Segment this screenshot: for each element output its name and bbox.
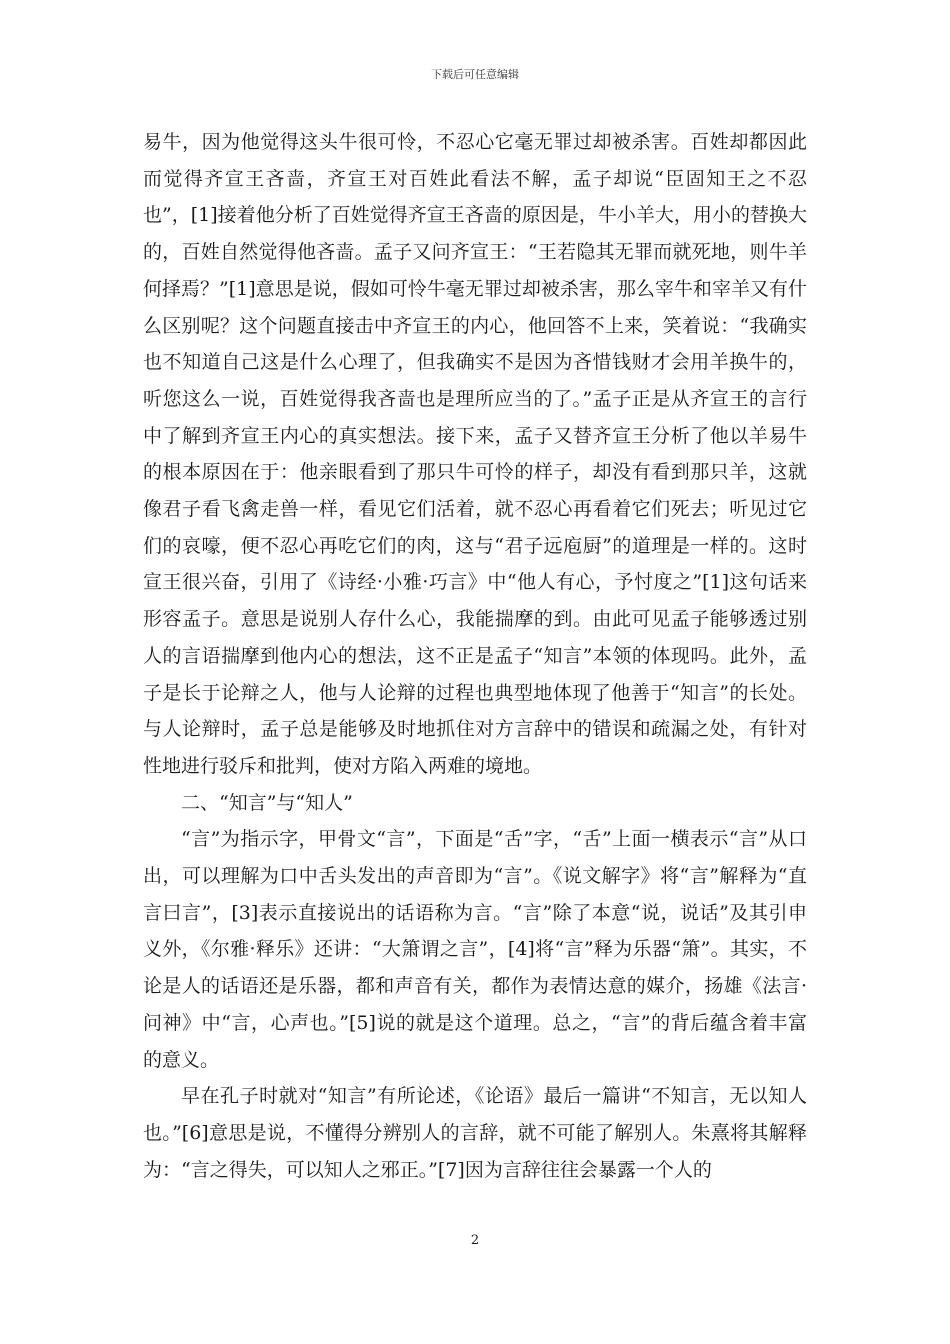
document-body (143, 124, 807, 1188)
paragraph-confucius-zhiyan: 早在孔子时就对“知言”有所论述，《论语》最后一篇讲“不知言，无以知人也。”[6]意思是说，不懂得分辨别人的言辞，就不可能了解别人。朱熹将其解释为：“言之得失，可以知人之邪正。”[7]因为言辞往往会暴露一个人的 (143, 1085, 807, 1181)
paragraph-continuation: 易牛，因为他觉得这头牛很可怜，不忍心它毫无罪过却被杀害。百姓却都因此而觉得齐宣王吝啬，齐宣王对百姓此看法不解，孟子却说“臣固知王之不忍也”，[1]接着他分析了百姓觉得齐宣王吝啬的原因是，牛小羊大，用小的替换大的，百姓自然觉得他吝啬。孟子又问齐宣王：“王若隐其无罪而就死地，则牛羊何择焉？”[1]意思是说，假如可怜牛毫无罪过却被杀害，那么宰牛和宰羊又有什么区别呢？这个问题直接击中齐宣王的内心，他回答不上来，笑着说：“我确实也不知道自己这是什么心理了，但我确实不是因为吝惜钱财才会用羊换牛的，听您这么一说，百姓觉得我吝啬也是理所应当的了。”孟子正是从齐宣王的言行中了解到齐宣王内心的真实想法。接下来，孟子又替齐宣王分析了他以羊易牛的根本原因在于：他亲眼看到了那只牛可怜的样子，却没有看到那只羊，这就像君子看飞禽走兽一样，看见它们活着，就不忍心再看着它们死去；听见过它们的哀嚎，便不忍心再吃它们的肉，这与“君子远庖厨”的道理是一样的。这时宣王很兴奋，引用了《诗经·小雅·巧言》中“他人有心，予忖度之”[1]这句话来形容孟子。意思是说别人存什么心，我能揣摩的到。由此可见孟子能够透过别人的言语揣摩到他内心的想法，这不正是孟子“知言”本领的体现吗。此外，孟子是长于论辩之人，他与人论辩的过程也典型地体现了他善于“知言”的长处。与人论辩时，孟子总是能够及时地抓住对方言辞中的错误和疏漏之处，有针对性地进行驳斥和批判，使对方陷入两难的境地。 (143, 131, 807, 777)
section-heading: 二、“知言”与“知人” (181, 791, 353, 814)
page-header: 下载后可任意编辑 (431, 68, 519, 81)
paragraph-yan-definition: “言”为指示字，甲骨文“言”，下面是“舌”字，“舌”上面一横表示“言”从口出，可以理解为口中舌头发出的声音即为“言”。《说文解字》将“言”解释为“直言曰言”，[3]表示直接说出的话语称为言。“言”除了本意“说，说话”及其引申义外，《尔雅·释乐》还讲：“大箫谓之言”，[4]将“言”释为乐器“箫”。其实，不论是人的话语还是乐器，都和声音有关，都作为表情达意的媒介，扬雄《法言·问神》中“言，心声也。”[5]说的就是这个道理。总之，“言”的背后蕴含着丰富的意义。 (143, 828, 807, 1071)
page-number: 2 (470, 1233, 480, 1248)
